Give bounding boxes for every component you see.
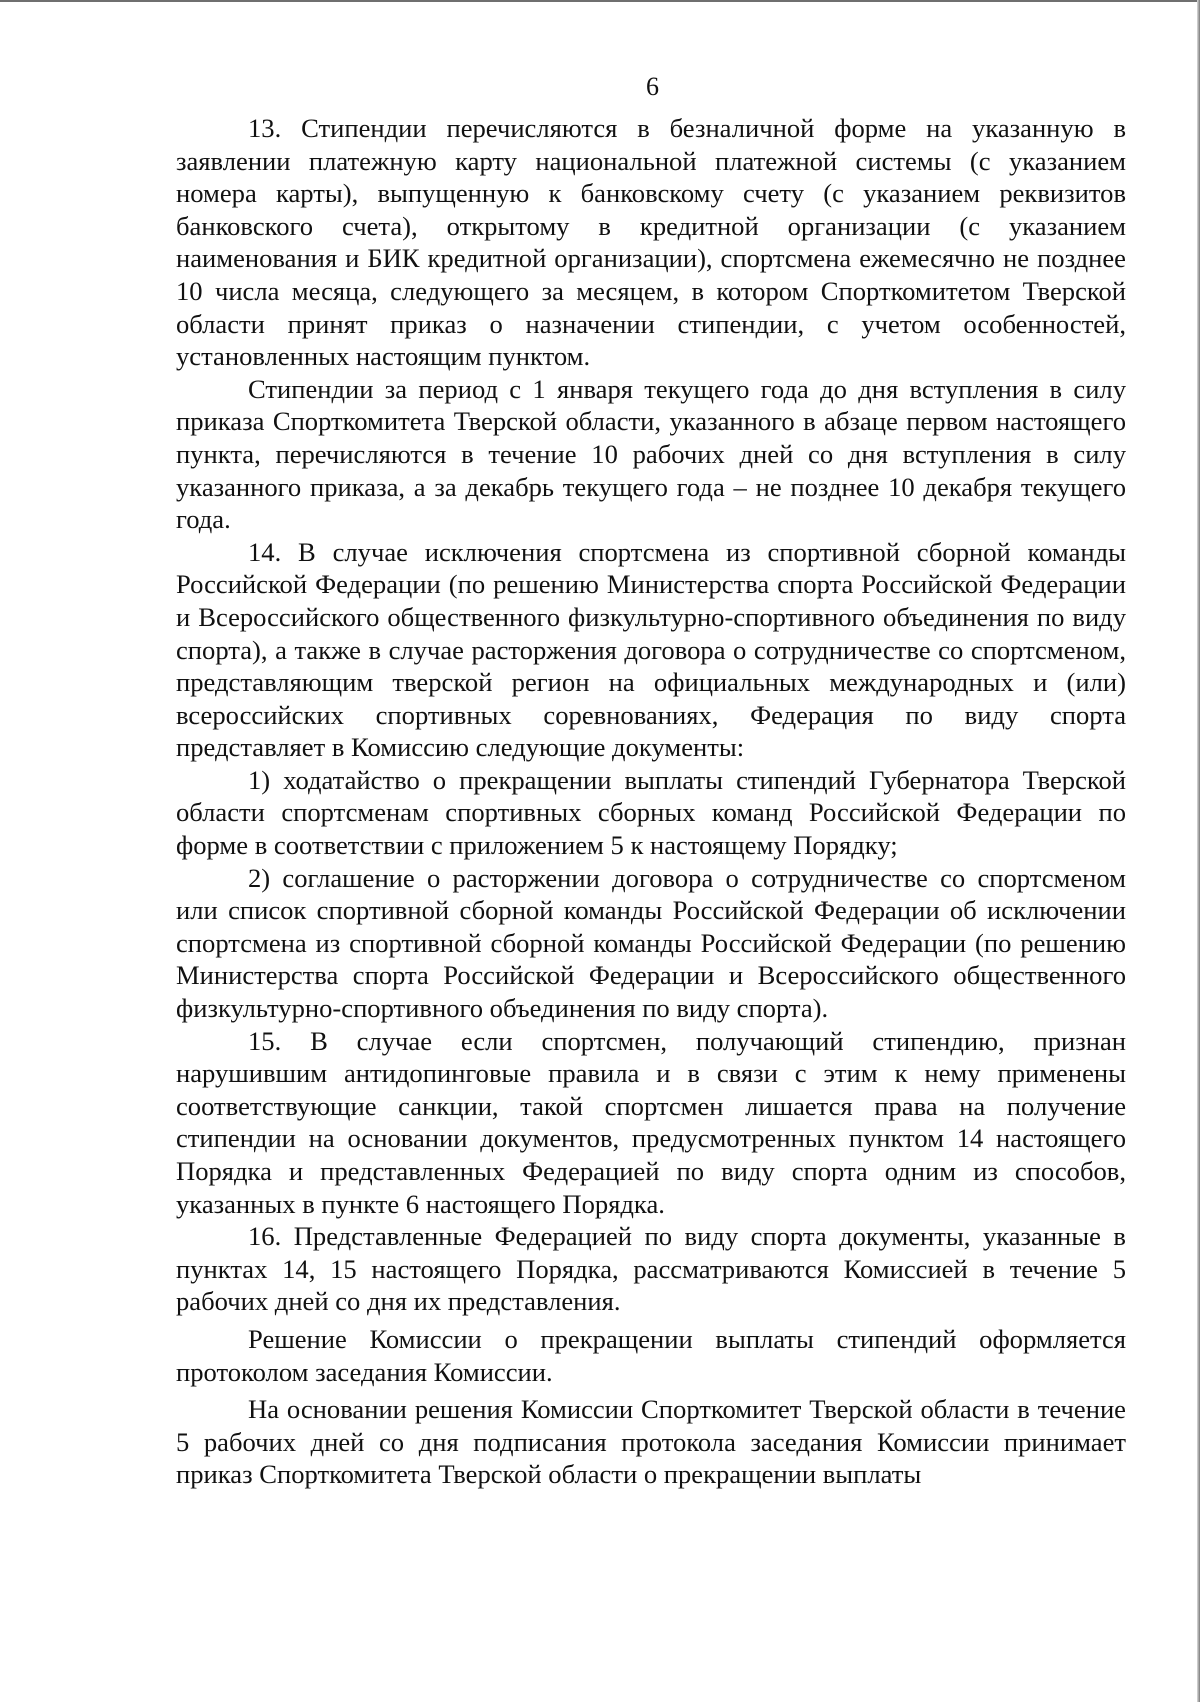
scan-edge-top: [0, 0, 1200, 2]
paragraph-16-order: На основании решения Комиссии Спорткомитет Тверской области в течение 5 рабочих дней со дня подписания протокола заседания Комиссии принимает приказ Спорткомитета Тверской области о прекращении выплаты: [176, 1394, 1126, 1490]
paragraph-16-decision: Решение Комиссии о прекращении выплаты стипендий оформляется протоколом заседания Комиссии.: [176, 1323, 1126, 1387]
paragraph-13-second: Стипендии за период с 1 января текущего года до дня вступления в силу приказа Спорткомитета Тверской области, указанного в абзаце первом настоящего пункта, перечисляются в течение 10 рабочих дней со дня вступления в силу указанного приказа, а за декабрь текущего года – не позднее 10 декабря текущего года.: [176, 373, 1126, 535]
document-body: [176, 112, 1126, 1491]
paragraph-16: 16. Представленные Федерацией по виду спорта документы, указанные в пунктах 14, 15 настоящего Порядка, рассматриваются Комиссией в течение 5 рабочих дней со дня их представления.: [176, 1221, 1126, 1317]
paragraph-14-item-1: 1) ходатайство о прекращении выплаты стипендий Губернатора Тверской области спортсменам спортивных сборных команд Российской Федерации по форме в соответствии с приложением 5 к настоящему Порядку;: [176, 764, 1126, 861]
page-number: 6: [646, 72, 659, 101]
paragraph-13: 13. Стипендии перечисляются в безналичной форме на указанную в заявлении платежную карту национальной платежной системы (с указанием номера карты), выпущенную к банковскому счету (с указанием реквизитов банковского счета), открытому в кредитной организации (с указанием наименования и БИК кредитной организации), спортсмена ежемесячно не позднее 10 числа месяца, следующего за месяцем, в котором Спорткомитетом Тверской области принят приказ о назначении стипендии, с учетом особенностей, установленных настоящим пунктом.: [176, 113, 1126, 372]
paragraph-14-item-2: 2) соглашение о расторжении договора о сотрудничестве со спортсменом или список спортивной сборной команды Российской Федерации об исключении спортсмена из спортивной сборной команды Российской Федерации (по решению Министерства спорта Российской Федерации и Всероссийского общественного физкультурно-спортивного объединения по виду спорта).: [176, 862, 1126, 1024]
paragraph-14: 14. В случае исключения спортсмена из спортивной сборной команды Российской Федерации (по решению Министерства спорта Российской Федерации и Всероссийского общественного физкультурно-спортивного объединения по виду спорта), а также в случае расторжения договора о сотрудничестве со спортсменом, представляющим тверской регион на официальных международных и (или) всероссийских спортивных соревнованиях, Федерация по виду спорта представляет в Комиссию следующие документы:: [176, 536, 1126, 763]
paragraph-15: 15. В случае если спортсмен, получающий стипендию, признан нарушившим антидопинговые правила и в связи с этим к нему применены соответствующие санкции, такой спортсмен лишается права на получение стипендии на основании документов, предусмотренных пунктом 14 настоящего Порядка и представленных Федерацией по виду спорта одним из способов, указанных в пункте 6 настоящего Порядка.: [176, 1025, 1126, 1219]
